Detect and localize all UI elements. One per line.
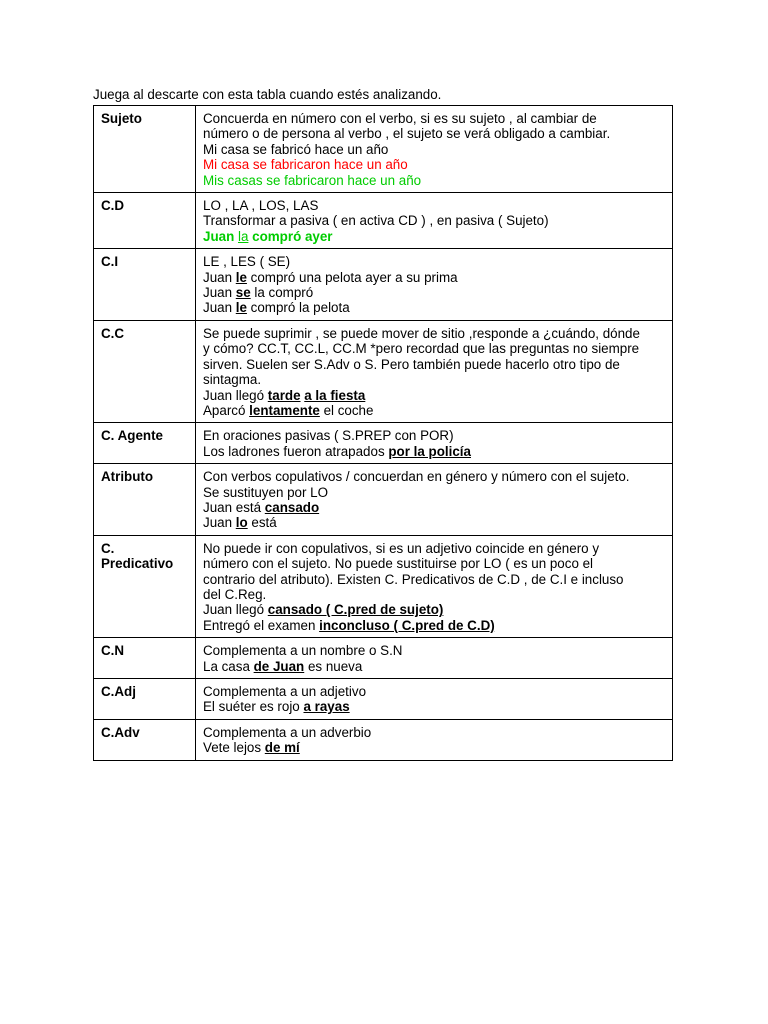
table-body	[94, 106, 673, 761]
content-line	[203, 602, 666, 617]
row-content	[196, 535, 673, 637]
text-run: compró ayer	[248, 228, 333, 244]
text-run: Mi casa se fabricaron hace un año	[203, 157, 408, 173]
text-run: del C.Reg.	[203, 586, 267, 602]
content-line	[203, 485, 666, 500]
text-run: la	[237, 228, 249, 244]
content-line	[203, 300, 666, 315]
row-content	[196, 106, 673, 193]
content-line	[203, 372, 666, 387]
table-row	[94, 249, 673, 321]
row-label-line: C.Adv	[101, 724, 140, 740]
row-label-line: Predicativo	[101, 556, 174, 572]
row-label-line: C.	[101, 540, 115, 556]
text-run: Mis casas se fabricaron hace un año	[203, 172, 422, 188]
text-run: cansado	[264, 499, 320, 515]
text-run: inconcluso ( C.pred de C.D)	[319, 617, 495, 633]
content-line	[203, 587, 666, 602]
row-label-line: C.C	[101, 325, 125, 341]
text-run: le	[235, 269, 247, 285]
row-content	[196, 638, 673, 679]
text-run: El suéter es rojo	[203, 699, 304, 715]
text-run: Aparcó	[203, 402, 250, 418]
table-row	[94, 464, 673, 536]
content-line	[203, 556, 666, 571]
table-row	[94, 193, 673, 249]
table-row	[94, 679, 673, 720]
text-run: Juan llegó	[203, 602, 268, 618]
text-run: Los ladrones fueron atrapados	[203, 443, 389, 459]
content-line	[203, 684, 666, 699]
text-run: compró la pelota	[246, 300, 350, 316]
content-line	[203, 173, 666, 188]
content-line	[203, 618, 666, 633]
text-run: Juan	[203, 269, 236, 285]
text-run: Se sustituyen por LO	[203, 484, 329, 500]
content-line	[203, 126, 666, 141]
row-label	[94, 423, 196, 464]
content-line	[203, 541, 666, 556]
row-content	[196, 719, 673, 760]
row-label-line: Atributo	[101, 469, 154, 485]
table-row	[94, 719, 673, 760]
content-line	[203, 341, 666, 356]
content-line	[203, 198, 666, 213]
text-run: LO , LA , LOS, LAS	[203, 198, 319, 214]
content-line	[203, 500, 666, 515]
table-row	[94, 106, 673, 193]
table-row	[94, 423, 673, 464]
text-run: Juan llegó	[203, 387, 268, 403]
content-line	[203, 229, 666, 244]
text-run: Complementa a un adjetivo	[203, 684, 367, 699]
text-run: compró una pelota ayer a su prima	[246, 269, 458, 285]
content-line	[203, 403, 666, 418]
content-line	[203, 357, 666, 372]
text-run: No puede ir con copulativos, si es un adjetivo coincide en género y	[203, 540, 600, 556]
row-content	[196, 679, 673, 720]
row-label	[94, 320, 196, 422]
text-run: LE , LES ( SE)	[203, 254, 291, 270]
row-content	[196, 423, 673, 464]
row-label	[94, 679, 196, 720]
row-label	[94, 249, 196, 321]
content-line	[203, 254, 666, 269]
text-run: Entregó el examen	[203, 617, 320, 633]
text-run: La casa	[203, 658, 254, 674]
content-line	[203, 515, 666, 530]
row-content	[196, 193, 673, 249]
text-run: número con el sujeto. No puede sustituirse por LO ( es un poco el	[203, 556, 594, 572]
text-run: a la fiesta	[304, 387, 366, 403]
content-line	[203, 428, 666, 443]
row-label	[94, 464, 196, 536]
text-run: de Juan	[253, 658, 305, 674]
text-run: Se puede suprimir , se puede mover de sitio ,responde a ¿cuándo, dónde	[203, 325, 640, 341]
content-line	[203, 142, 666, 157]
content-line	[203, 157, 666, 172]
table-row	[94, 638, 673, 679]
row-label-line: C.Adj	[101, 684, 136, 699]
row-label-line: C.N	[101, 643, 125, 659]
text-run: a rayas	[303, 699, 350, 715]
row-label-line: C.D	[101, 198, 125, 214]
content-line	[203, 213, 666, 228]
content-line	[203, 699, 666, 714]
table-row	[94, 320, 673, 422]
text-run: Transformar a pasiva ( en activa CD ) , en pasiva ( Sujeto)	[203, 213, 549, 229]
row-label	[94, 719, 196, 760]
text-run: cansado ( C.pred de sujeto)	[267, 602, 444, 618]
text-run: contrario del atributo). Existen C. Predicativos de C.D , de C.I e incluso	[203, 571, 624, 587]
text-run: la compró	[250, 285, 314, 301]
text-run: número o de persona al verbo , el sujeto se verá obligado a cambiar.	[203, 126, 611, 142]
text-run: le	[235, 300, 247, 316]
row-label-line: Sujeto	[101, 111, 142, 126]
text-run: tarde	[267, 387, 301, 403]
content-line	[203, 469, 666, 484]
text-run: de mí	[264, 740, 300, 756]
row-label	[94, 638, 196, 679]
row-content	[196, 249, 673, 321]
content-line	[203, 643, 666, 658]
text-run: Complementa a un nombre o S.N	[203, 643, 403, 659]
text-run: el coche	[319, 402, 374, 418]
text-run: En oraciones pasivas ( S.PREP con POR)	[203, 428, 454, 444]
table-row	[94, 535, 673, 637]
content-line	[203, 572, 666, 587]
text-run: lo	[235, 515, 248, 531]
intro-text: Juega al descarte con esta tabla cuando estés analizando.	[93, 87, 442, 102]
text-run: sirven. Suelen ser S.Adv o S. Pero también puede hacerlo otro tipo de	[203, 356, 620, 372]
content-line	[203, 725, 666, 740]
text-run: Vete lejos	[203, 740, 265, 756]
text-run: sintagma.	[203, 372, 262, 388]
text-run: Complementa a un adverbio	[203, 724, 372, 740]
text-run: lentamente	[249, 402, 320, 418]
text-run: Juan	[203, 300, 236, 316]
content-line	[203, 659, 666, 674]
text-run: Mi casa se fabricó hace un año	[203, 141, 389, 157]
content-line	[203, 444, 666, 459]
content-line	[203, 111, 666, 126]
content-line	[203, 270, 666, 285]
content-line	[203, 388, 666, 403]
text-run: Con verbos copulativos / concuerdan en género y número con el sujeto.	[203, 469, 630, 485]
text-run: Concuerda en número con el verbo, si es su sujeto , al cambiar de	[203, 111, 597, 126]
text-run: por la policía	[388, 443, 471, 459]
content-line	[203, 326, 666, 341]
row-label	[94, 193, 196, 249]
row-label-line: C. Agente	[101, 428, 163, 444]
row-content	[196, 464, 673, 536]
row-label	[94, 535, 196, 637]
text-run: se	[235, 285, 251, 301]
text-run: Juan	[203, 515, 236, 531]
content-line	[203, 285, 666, 300]
text-run: y cómo? CC.T, CC.L, CC.M *pero recordad que las preguntas no siempre	[203, 341, 640, 357]
row-label-line: C.I	[101, 254, 119, 270]
analysis-table	[93, 105, 673, 761]
row-content	[196, 320, 673, 422]
text-run: Juan	[203, 228, 238, 244]
row-label	[94, 106, 196, 193]
text-run: Juan está	[203, 499, 265, 515]
text-run: Juan	[203, 285, 236, 301]
content-line	[203, 740, 666, 755]
text-run: es nueva	[304, 658, 363, 674]
text-run: está	[247, 515, 277, 531]
